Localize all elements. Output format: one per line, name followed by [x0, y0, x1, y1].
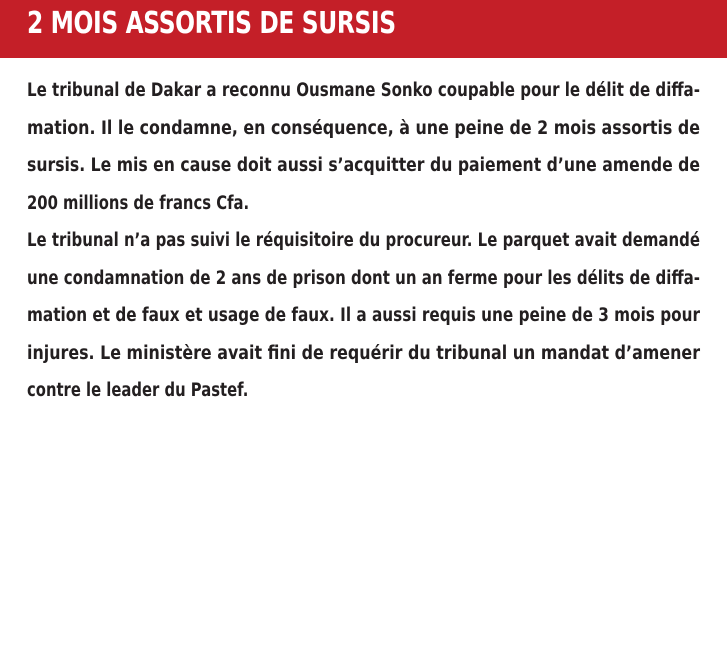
- text-line-content: contre le leader du Pastef.: [27, 380, 249, 401]
- article-paragraph-1: [27, 72, 700, 222]
- text-line-content: sursis. Le mis en cause doit aussi s’acquitter du paiement d’une amende de: [27, 155, 701, 176]
- text-line-content: 200 millions de francs Cfa.: [27, 192, 250, 214]
- article-body: [27, 72, 700, 410]
- headline-banner: [0, 0, 727, 58]
- text-line: [27, 222, 700, 260]
- text-line-content: mation et de faux et usage de faux. Il a aussi requis une peine de 3 mois pour: [27, 305, 701, 326]
- text-line: [27, 260, 700, 298]
- text-line: [27, 185, 700, 223]
- text-line-content: une condamnation de 2 ans de prison dont un an ferme pour les délits de diffa-: [27, 267, 700, 289]
- text-line-content: mation. Il le condamne, en conséquence, à une peine de 2 mois assortis de: [27, 117, 700, 139]
- text-line-content: Le tribunal de Dakar a reconnu Ousmane Sonko coupable pour le délit de diffa-: [27, 80, 700, 101]
- text-line: [27, 110, 700, 148]
- text-line: [27, 372, 700, 410]
- text-line: [27, 297, 700, 335]
- article-paragraph-2: [27, 222, 700, 410]
- text-line-content: Le tribunal n’a pas suivi le réquisitoire du procureur. Le parquet avait demandé: [27, 230, 700, 251]
- headline-title: 2 MOIS ASSORTIS DE SURSIS: [27, 6, 396, 41]
- text-line: [27, 147, 700, 185]
- text-line: [27, 335, 700, 373]
- text-line: [27, 72, 700, 110]
- text-line-content: injures. Le ministère avait fini de requérir du tribunal un mandat d’amener: [27, 342, 701, 364]
